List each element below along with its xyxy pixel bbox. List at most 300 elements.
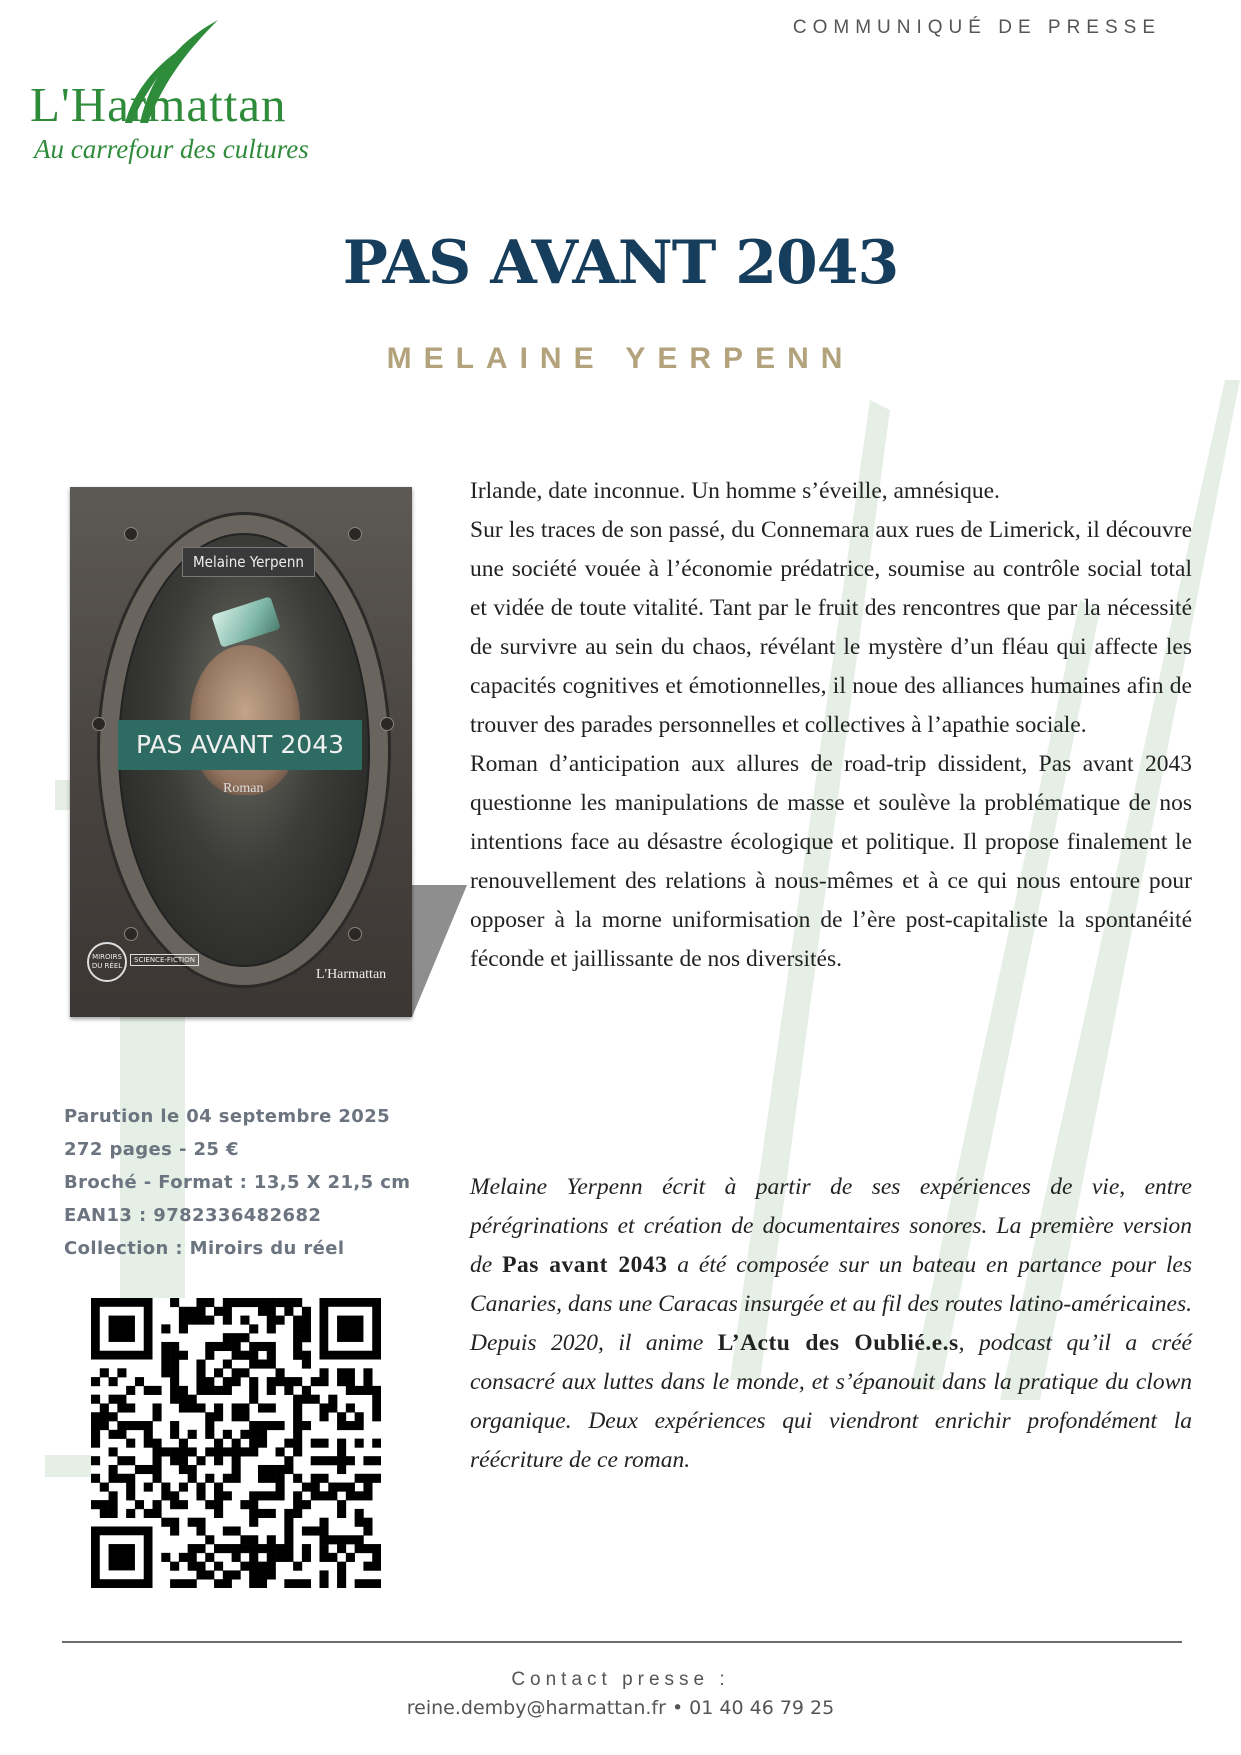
qr-module — [258, 1298, 267, 1307]
qr-module — [196, 1483, 205, 1492]
qr-module — [135, 1377, 144, 1386]
qr-module — [91, 1430, 100, 1439]
qr-module — [196, 1307, 205, 1316]
qr-module — [161, 1324, 170, 1333]
qr-module — [284, 1298, 293, 1307]
qr-module — [346, 1535, 355, 1544]
qr-module — [126, 1456, 135, 1465]
qr-module — [214, 1307, 223, 1316]
qr-module — [100, 1421, 109, 1430]
qr-module — [363, 1456, 372, 1465]
bio-text: a été composée sur un bateau en partance pour les Canaries, dans une Caracas insurgée et au fil des routes latino-américaines. Depuis 2020, il anime — [470, 1252, 1193, 1356]
qr-module — [188, 1307, 197, 1316]
qr-module — [293, 1447, 302, 1456]
qr-module — [363, 1526, 372, 1535]
qr-module — [205, 1570, 214, 1579]
qr-module — [240, 1368, 249, 1377]
qr-module — [126, 1439, 135, 1448]
qr-module — [232, 1412, 241, 1421]
qr-module — [267, 1360, 276, 1369]
qr-module — [337, 1579, 346, 1588]
qr-code[interactable] — [91, 1298, 381, 1588]
qr-module — [293, 1324, 302, 1333]
qr-module — [196, 1518, 205, 1527]
qr-module — [284, 1439, 293, 1448]
qr-module — [161, 1491, 170, 1500]
qr-module — [363, 1518, 372, 1527]
qr-module — [100, 1368, 109, 1377]
qr-module — [346, 1483, 355, 1492]
qr-module — [302, 1351, 311, 1360]
qr-module — [372, 1386, 381, 1395]
qr-module — [276, 1544, 285, 1553]
qr-module — [153, 1412, 162, 1421]
qr-module — [240, 1447, 249, 1456]
qr-module — [144, 1386, 153, 1395]
qr-module — [205, 1430, 214, 1439]
qr-module — [188, 1474, 197, 1483]
qr-module — [249, 1430, 258, 1439]
qr-module — [223, 1316, 232, 1325]
qr-module — [170, 1421, 179, 1430]
qr-module — [346, 1403, 355, 1412]
qr-module — [284, 1377, 293, 1386]
qr-module — [205, 1421, 214, 1430]
qr-module — [293, 1509, 302, 1518]
qr-module — [205, 1298, 214, 1307]
qr-module — [258, 1562, 267, 1571]
qr-module — [258, 1421, 267, 1430]
qr-module — [188, 1579, 197, 1588]
qr-module — [311, 1439, 320, 1448]
qr-module — [319, 1518, 328, 1527]
qr-module — [284, 1456, 293, 1465]
qr-module — [170, 1377, 179, 1386]
qr-module — [223, 1360, 232, 1369]
qr-module — [135, 1421, 144, 1430]
qr-module — [372, 1403, 381, 1412]
qr-module — [363, 1579, 372, 1588]
qr-module — [337, 1500, 346, 1509]
qr-module — [355, 1491, 364, 1500]
contact-details[interactable]: reine.demby@harmattan.fr • 01 40 46 79 25 — [406, 1697, 835, 1719]
pages-price: 272 pages - 25 € — [64, 1139, 239, 1160]
qr-module — [319, 1412, 328, 1421]
qr-module — [337, 1412, 346, 1421]
qr-module — [302, 1544, 311, 1553]
qr-module — [91, 1456, 100, 1465]
rivet — [348, 527, 362, 541]
format: Broché - Format : 13,5 X 21,5 cm — [64, 1172, 411, 1193]
qr-module — [117, 1368, 126, 1377]
qr-module — [214, 1483, 223, 1492]
qr-module — [267, 1342, 276, 1351]
qr-module — [196, 1360, 205, 1369]
description-paragraph: Roman d’anticipation aux allures de road-trip dissident, Pas avant 2043 questionne les manipulations de masse et soulève la problématique de nos intentions face au désastre écologique et politique. Il propose finalement le renouvellement des relations à nous-mêmes et à ce qui nous entoure pour opposer à la morne uniformisation de l’ère post-capitaliste la spontanéité féconde et jaillissante de nos diversités. — [470, 751, 1192, 972]
qr-module — [214, 1447, 223, 1456]
qr-module — [100, 1500, 109, 1509]
qr-module — [284, 1553, 293, 1562]
qr-module — [267, 1562, 276, 1571]
qr-module — [214, 1562, 223, 1571]
qr-module — [249, 1553, 258, 1562]
qr-module — [161, 1447, 170, 1456]
qr-module — [214, 1412, 223, 1421]
qr-module — [293, 1500, 302, 1509]
qr-module — [161, 1360, 170, 1369]
qr-module — [267, 1544, 276, 1553]
qr-module — [372, 1544, 381, 1553]
qr-module — [337, 1509, 346, 1518]
qr-module — [170, 1342, 179, 1351]
qr-module — [267, 1298, 276, 1307]
qr-module — [214, 1403, 223, 1412]
qr-module — [372, 1456, 381, 1465]
cover-shadow — [412, 885, 467, 1017]
qr-module — [170, 1351, 179, 1360]
qr-module — [311, 1526, 320, 1535]
qr-module — [170, 1491, 179, 1500]
qr-module — [223, 1544, 232, 1553]
qr-module — [302, 1386, 311, 1395]
qr-module — [249, 1509, 258, 1518]
qr-module — [170, 1500, 179, 1509]
qr-module — [276, 1316, 285, 1325]
qr-module — [153, 1447, 162, 1456]
qr-module — [372, 1439, 381, 1448]
qr-module — [355, 1386, 364, 1395]
qr-module — [328, 1491, 337, 1500]
qr-module — [188, 1447, 197, 1456]
qr-module — [293, 1579, 302, 1588]
qr-module — [153, 1474, 162, 1483]
qr-module — [232, 1439, 241, 1448]
qr-module — [319, 1439, 328, 1448]
rivet — [124, 527, 138, 541]
qr-module — [240, 1535, 249, 1544]
qr-module — [249, 1324, 258, 1333]
qr-module — [293, 1439, 302, 1448]
qr-module — [196, 1403, 205, 1412]
qr-module — [302, 1333, 311, 1342]
qr-module — [232, 1553, 241, 1562]
qr-module — [355, 1439, 364, 1448]
qr-module — [153, 1509, 162, 1518]
qr-module — [205, 1553, 214, 1562]
qr-module — [258, 1474, 267, 1483]
qr-module — [267, 1465, 276, 1474]
footer-divider — [62, 1641, 1182, 1643]
qr-module — [240, 1351, 249, 1360]
qr-module — [284, 1509, 293, 1518]
qr-module — [91, 1474, 100, 1483]
qr-module — [179, 1465, 188, 1474]
qr-module — [337, 1562, 346, 1571]
qr-module — [188, 1403, 197, 1412]
qr-module — [179, 1553, 188, 1562]
qr-module — [249, 1535, 258, 1544]
qr-module — [205, 1535, 214, 1544]
qr-module — [249, 1298, 258, 1307]
qr-module — [276, 1377, 285, 1386]
qr-module — [267, 1509, 276, 1518]
qr-module — [355, 1579, 364, 1588]
document-type-label: COMMUNIQUÉ DE PRESSE — [792, 17, 1161, 38]
qr-module — [240, 1333, 249, 1342]
qr-module — [284, 1465, 293, 1474]
qr-module — [284, 1518, 293, 1527]
qr-module — [161, 1342, 170, 1351]
qr-module — [276, 1298, 285, 1307]
qr-module — [144, 1430, 153, 1439]
qr-module — [249, 1500, 258, 1509]
qr-module — [249, 1421, 258, 1430]
qr-module — [276, 1483, 285, 1492]
qr-module — [346, 1553, 355, 1562]
qr-module — [196, 1544, 205, 1553]
qr-module — [196, 1316, 205, 1325]
qr-module — [232, 1377, 241, 1386]
qr-module — [232, 1447, 241, 1456]
qr-module — [223, 1386, 232, 1395]
qr-module — [161, 1483, 170, 1492]
qr-module — [267, 1377, 276, 1386]
qr-module — [126, 1474, 135, 1483]
qr-module — [293, 1342, 302, 1351]
author-bio — [470, 1168, 1192, 1480]
qr-module — [293, 1474, 302, 1483]
qr-module — [232, 1342, 241, 1351]
qr-module — [153, 1386, 162, 1395]
qr-module — [223, 1526, 232, 1535]
book-title: PAS AVANT 2043 — [342, 228, 899, 298]
qr-module — [196, 1456, 205, 1465]
logo-tagline: Au carrefour des cultures — [34, 134, 309, 164]
qr-module — [117, 1456, 126, 1465]
qr-module — [153, 1403, 162, 1412]
qr-module — [293, 1333, 302, 1342]
book-cover — [70, 487, 412, 1017]
collection-badge: MIROIRS DU RÉEL — [87, 942, 127, 982]
qr-module — [109, 1509, 118, 1518]
qr-module — [258, 1570, 267, 1579]
qr-module — [346, 1386, 355, 1395]
qr-module — [179, 1483, 188, 1492]
qr-module — [258, 1491, 267, 1500]
qr-module — [214, 1368, 223, 1377]
qr-module — [328, 1456, 337, 1465]
qr-module — [153, 1439, 162, 1448]
qr-module — [284, 1307, 293, 1316]
qr-module — [346, 1377, 355, 1386]
qr-module — [276, 1491, 285, 1500]
qr-module — [188, 1518, 197, 1527]
qr-module — [117, 1474, 126, 1483]
qr-module — [337, 1377, 346, 1386]
qr-module — [372, 1562, 381, 1571]
qr-module — [179, 1307, 188, 1316]
qr-module — [223, 1491, 232, 1500]
qr-module — [179, 1324, 188, 1333]
qr-module — [179, 1403, 188, 1412]
book-author: MELAINE YERPENN — [386, 342, 855, 375]
publisher-logo — [30, 18, 350, 168]
qr-module — [258, 1544, 267, 1553]
qr-module — [293, 1395, 302, 1404]
qr-module — [232, 1403, 241, 1412]
qr-module — [223, 1377, 232, 1386]
qr-module — [144, 1439, 153, 1448]
qr-module — [267, 1316, 276, 1325]
qr-module — [337, 1535, 346, 1544]
qr-module — [196, 1298, 205, 1307]
qr-module — [240, 1430, 249, 1439]
qr-module — [170, 1430, 179, 1439]
qr-module — [144, 1509, 153, 1518]
qr-module — [232, 1351, 241, 1360]
qr-module — [346, 1456, 355, 1465]
qr-module — [126, 1491, 135, 1500]
qr-module — [170, 1368, 179, 1377]
qr-module — [337, 1439, 346, 1448]
qr-module — [337, 1465, 346, 1474]
qr-module — [319, 1474, 328, 1483]
qr-module — [337, 1368, 346, 1377]
qr-module — [109, 1430, 118, 1439]
qr-module — [170, 1360, 179, 1369]
qr-module — [372, 1395, 381, 1404]
qr-module — [284, 1386, 293, 1395]
cover-genre: Roman — [223, 781, 264, 796]
qr-module — [240, 1412, 249, 1421]
qr-module — [267, 1491, 276, 1500]
qr-module — [267, 1535, 276, 1544]
qr-module — [205, 1377, 214, 1386]
qr-module — [249, 1360, 258, 1369]
qr-module — [179, 1316, 188, 1325]
qr-module — [302, 1316, 311, 1325]
qr-module — [161, 1518, 170, 1527]
qr-module — [117, 1403, 126, 1412]
qr-module — [372, 1579, 381, 1588]
qr-module — [258, 1360, 267, 1369]
qr-module — [240, 1500, 249, 1509]
qr-module — [258, 1307, 267, 1316]
bio-emphasis: Pas avant 2043 — [502, 1252, 668, 1278]
qr-module — [117, 1430, 126, 1439]
qr-module — [214, 1509, 223, 1518]
qr-module — [328, 1403, 337, 1412]
qr-module — [284, 1579, 293, 1588]
qr-module — [170, 1298, 179, 1307]
qr-module — [363, 1544, 372, 1553]
qr-module — [214, 1439, 223, 1448]
qr-module — [346, 1368, 355, 1377]
qr-module — [284, 1544, 293, 1553]
qr-module — [100, 1403, 109, 1412]
qr-module — [144, 1465, 153, 1474]
qr-module — [311, 1395, 320, 1404]
qr-module — [346, 1421, 355, 1430]
qr-module — [293, 1316, 302, 1325]
qr-module — [311, 1456, 320, 1465]
qr-module — [188, 1395, 197, 1404]
qr-module — [188, 1465, 197, 1474]
qr-module — [319, 1535, 328, 1544]
qr-module — [232, 1456, 241, 1465]
qr-module — [276, 1553, 285, 1562]
qr-module — [179, 1447, 188, 1456]
qr-module — [355, 1509, 364, 1518]
qr-module — [188, 1553, 197, 1562]
qr-module — [205, 1474, 214, 1483]
qr-module — [179, 1386, 188, 1395]
qr-module — [302, 1395, 311, 1404]
qr-module — [302, 1324, 311, 1333]
qr-module — [267, 1421, 276, 1430]
qr-module — [170, 1456, 179, 1465]
bio-emphasis: L’Actu des Oublié.e.s — [717, 1330, 959, 1356]
qr-module — [258, 1509, 267, 1518]
qr-module — [144, 1421, 153, 1430]
cover-title: PAS AVANT 2043 — [118, 720, 362, 770]
bio-text: Melaine Yerpenn écrit à partir de ses expériences de vie, entre pérégrinations et création de documentaires sonores. La première version de — [470, 1174, 1192, 1278]
qr-module — [196, 1526, 205, 1535]
qr-module — [293, 1562, 302, 1571]
rivet — [92, 717, 106, 731]
qr-module — [363, 1491, 372, 1500]
qr-module — [249, 1342, 258, 1351]
qr-module — [311, 1491, 320, 1500]
qr-module — [179, 1351, 188, 1360]
qr-module — [372, 1553, 381, 1562]
qr-module — [302, 1553, 311, 1562]
qr-module — [232, 1474, 241, 1483]
qr-module — [196, 1386, 205, 1395]
rivet — [380, 717, 394, 731]
book-metadata — [64, 1100, 444, 1265]
qr-module — [223, 1474, 232, 1483]
qr-module — [126, 1483, 135, 1492]
qr-module — [267, 1307, 276, 1316]
qr-module — [109, 1412, 118, 1421]
qr-module — [188, 1316, 197, 1325]
rivet — [348, 927, 362, 941]
qr-module — [205, 1386, 214, 1395]
qr-module — [135, 1465, 144, 1474]
qr-module — [249, 1579, 258, 1588]
qr-module — [249, 1377, 258, 1386]
qr-module — [196, 1491, 205, 1500]
qr-module — [214, 1579, 223, 1588]
qr-module — [293, 1377, 302, 1386]
qr-module — [284, 1526, 293, 1535]
qr-module — [337, 1544, 346, 1553]
qr-module — [249, 1395, 258, 1404]
qr-module — [337, 1570, 346, 1579]
qr-module — [196, 1562, 205, 1571]
qr-module — [153, 1456, 162, 1465]
qr-module — [205, 1500, 214, 1509]
qr-module — [100, 1412, 109, 1421]
qr-module — [276, 1421, 285, 1430]
qr-module — [117, 1395, 126, 1404]
qr-module — [205, 1316, 214, 1325]
qr-module — [319, 1491, 328, 1500]
qr-module — [170, 1579, 179, 1588]
qr-module — [109, 1377, 118, 1386]
qr-module — [302, 1307, 311, 1316]
